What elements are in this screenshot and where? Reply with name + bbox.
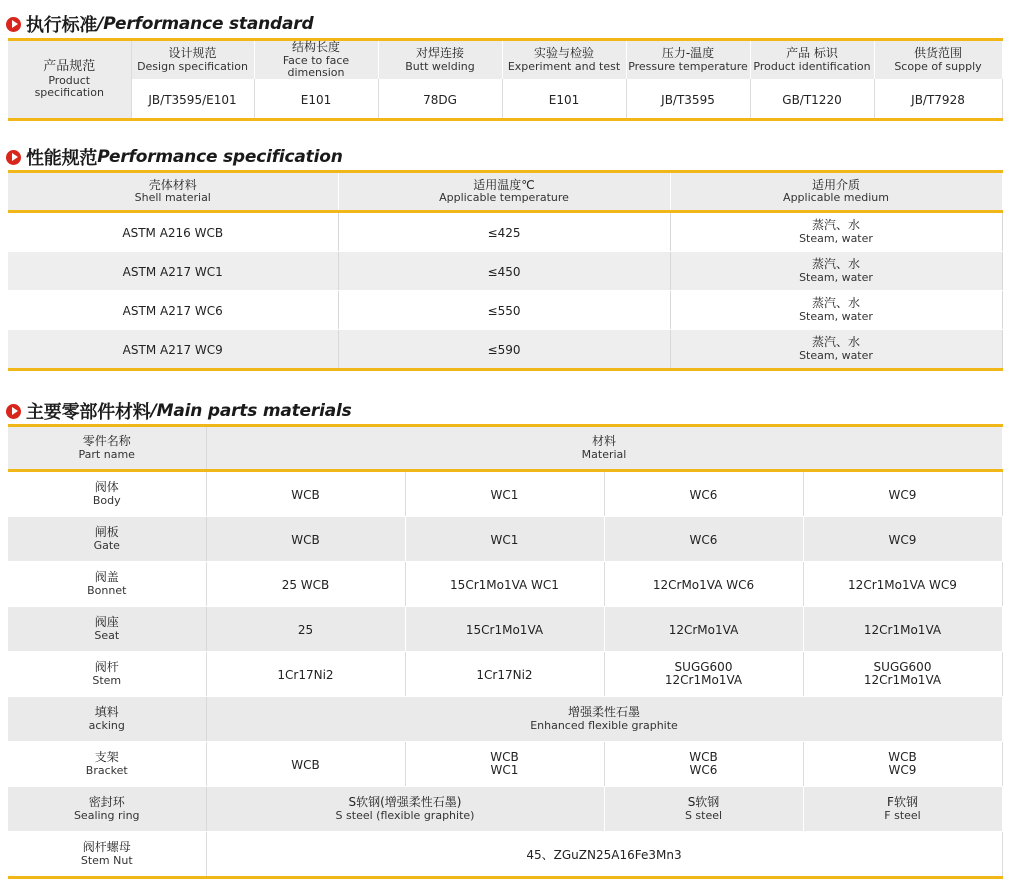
- column-header: 零件名称 Part name: [8, 426, 206, 471]
- table-cell: WCB WC1: [405, 742, 604, 787]
- table-cell: WC9: [803, 517, 1002, 562]
- table-cell: 蒸汽、水 Steam, water: [670, 212, 1002, 252]
- table-cell: F软钢 F steel: [803, 787, 1002, 832]
- part-name-cell: 支架 Bracket: [8, 742, 206, 787]
- play-bullet-icon: [6, 17, 21, 32]
- table-row: [8, 607, 1002, 652]
- section-title-standard: [6, 11, 313, 37]
- table-cell: 1Cr17Ni2: [405, 652, 604, 697]
- table-cell: E101: [254, 79, 378, 120]
- table-cell: WCB: [206, 471, 405, 517]
- table-cell: WC1: [405, 471, 604, 517]
- table-row: [8, 832, 1002, 878]
- part-name-cell: 阀杆螺母 Stem Nut: [8, 832, 206, 878]
- part-name-cell: 阀体 Body: [8, 471, 206, 517]
- column-header: 产品 标识 Product identification: [750, 40, 874, 80]
- section-title-performance: [6, 144, 343, 170]
- column-header: 实验与检验 Experiment and test: [502, 40, 626, 80]
- table-row: [8, 742, 1002, 787]
- column-header: 适用介质 Applicable medium: [670, 172, 1002, 212]
- play-bullet-icon: [6, 150, 21, 165]
- column-header: 压力-温度 Pressure temperature: [626, 40, 750, 80]
- table-cell: ASTM A216 WCB: [8, 212, 338, 252]
- table-cell: 12Cr1Mo1VA WC9: [803, 562, 1002, 607]
- table-row: [8, 471, 1002, 517]
- table-cell: 12CrMo1VA: [604, 607, 803, 652]
- table-cell: 25: [206, 607, 405, 652]
- table-cell: 1Cr17Ni2: [206, 652, 405, 697]
- part-name-cell: 阀盖 Bonnet: [8, 562, 206, 607]
- table-cell: ≤550: [338, 291, 670, 330]
- main-parts-materials-table: [8, 424, 1003, 879]
- table-cell: SUGG600 12Cr1Mo1VA: [604, 652, 803, 697]
- table-cell: WCB: [206, 742, 405, 787]
- table-cell: 蒸汽、水 Steam, water: [670, 330, 1002, 370]
- section-title-en: Performance specification: [97, 147, 343, 167]
- table-cell: WC1: [405, 517, 604, 562]
- part-name-cell: 密封环 Sealing ring: [8, 787, 206, 832]
- table-cell: E101: [502, 79, 626, 120]
- table-cell: 25 WCB: [206, 562, 405, 607]
- performance-standard-table: [8, 38, 1003, 121]
- section-title-en: /Performance standard: [97, 14, 314, 34]
- table-cell: ASTM A217 WC6: [8, 291, 338, 330]
- table-row: [8, 787, 1002, 832]
- column-header: 适用温度℃ Applicable temperature: [338, 172, 670, 212]
- table-cell: WCB: [206, 517, 405, 562]
- table-cell: ASTM A217 WC1: [8, 252, 338, 291]
- product-spec-header: 产品规范 Product specification: [8, 40, 131, 120]
- column-header: 设计规范 Design specification: [131, 40, 254, 80]
- table-cell: 15Cr1Mo1VA WC1: [405, 562, 604, 607]
- section-title-zh: 主要零部件材料: [26, 402, 151, 423]
- table-row: [8, 652, 1002, 697]
- table-cell: SUGG600 12Cr1Mo1VA: [803, 652, 1002, 697]
- table-cell: 78DG: [378, 79, 502, 120]
- table-cell: 12CrMo1VA WC6: [604, 562, 803, 607]
- table-cell: ASTM A217 WC9: [8, 330, 338, 370]
- table-cell: WC6: [604, 517, 803, 562]
- table-cell: GB/T1220: [750, 79, 874, 120]
- table-cell: 12Cr1Mo1VA: [803, 607, 1002, 652]
- column-header: 壳体材料 Shell material: [8, 172, 338, 212]
- section-title-en: /Main parts materials: [150, 401, 352, 421]
- performance-spec-table: [8, 170, 1003, 371]
- table-row: [8, 330, 1002, 370]
- table-row: [8, 517, 1002, 562]
- table-cell: S软钢 S steel: [604, 787, 803, 832]
- table-row: [8, 562, 1002, 607]
- table-row: [8, 697, 1002, 742]
- table-cell: S软钢(增强柔性石墨) S steel (flexible graphite): [206, 787, 604, 832]
- part-name-cell: 闸板 Gate: [8, 517, 206, 562]
- part-name-cell: 阀杆 Stem: [8, 652, 206, 697]
- table-cell: JB/T7928: [874, 79, 1002, 120]
- table-cell: 增强柔性石墨 Enhanced flexible graphite: [206, 697, 1002, 742]
- table-cell: WCB WC6: [604, 742, 803, 787]
- table-cell: ≤450: [338, 252, 670, 291]
- table-cell: 45、ZGuZN25A16Fe3Mn3: [206, 832, 1002, 878]
- play-bullet-icon: [6, 404, 21, 419]
- table-cell: ≤590: [338, 330, 670, 370]
- column-header: 对焊连接 Butt welding: [378, 40, 502, 80]
- table-row: [8, 291, 1002, 330]
- table-cell: 15Cr1Mo1VA: [405, 607, 604, 652]
- table-cell: JB/T3595: [626, 79, 750, 120]
- table-row: [8, 212, 1002, 252]
- column-header: 供货范围 Scope of supply: [874, 40, 1002, 80]
- section-title-zh: 性能规范: [26, 148, 98, 169]
- section-title-materials: [6, 398, 352, 424]
- table-cell: WC6: [604, 471, 803, 517]
- table-cell: ≤425: [338, 212, 670, 252]
- section-title-zh: 执行标准: [26, 15, 98, 36]
- table-cell: WCB WC9: [803, 742, 1002, 787]
- table-cell: 蒸汽、水 Steam, water: [670, 291, 1002, 330]
- table-cell: JB/T3595/E101: [131, 79, 254, 120]
- column-header: 结构长度 Face to face dimension: [254, 40, 378, 80]
- table-cell: 蒸汽、水 Steam, water: [670, 252, 1002, 291]
- table-cell: WC9: [803, 471, 1002, 517]
- table-row: [8, 252, 1002, 291]
- column-header: 材料 Material: [206, 426, 1002, 471]
- part-name-cell: 填料 acking: [8, 697, 206, 742]
- part-name-cell: 阀座 Seat: [8, 607, 206, 652]
